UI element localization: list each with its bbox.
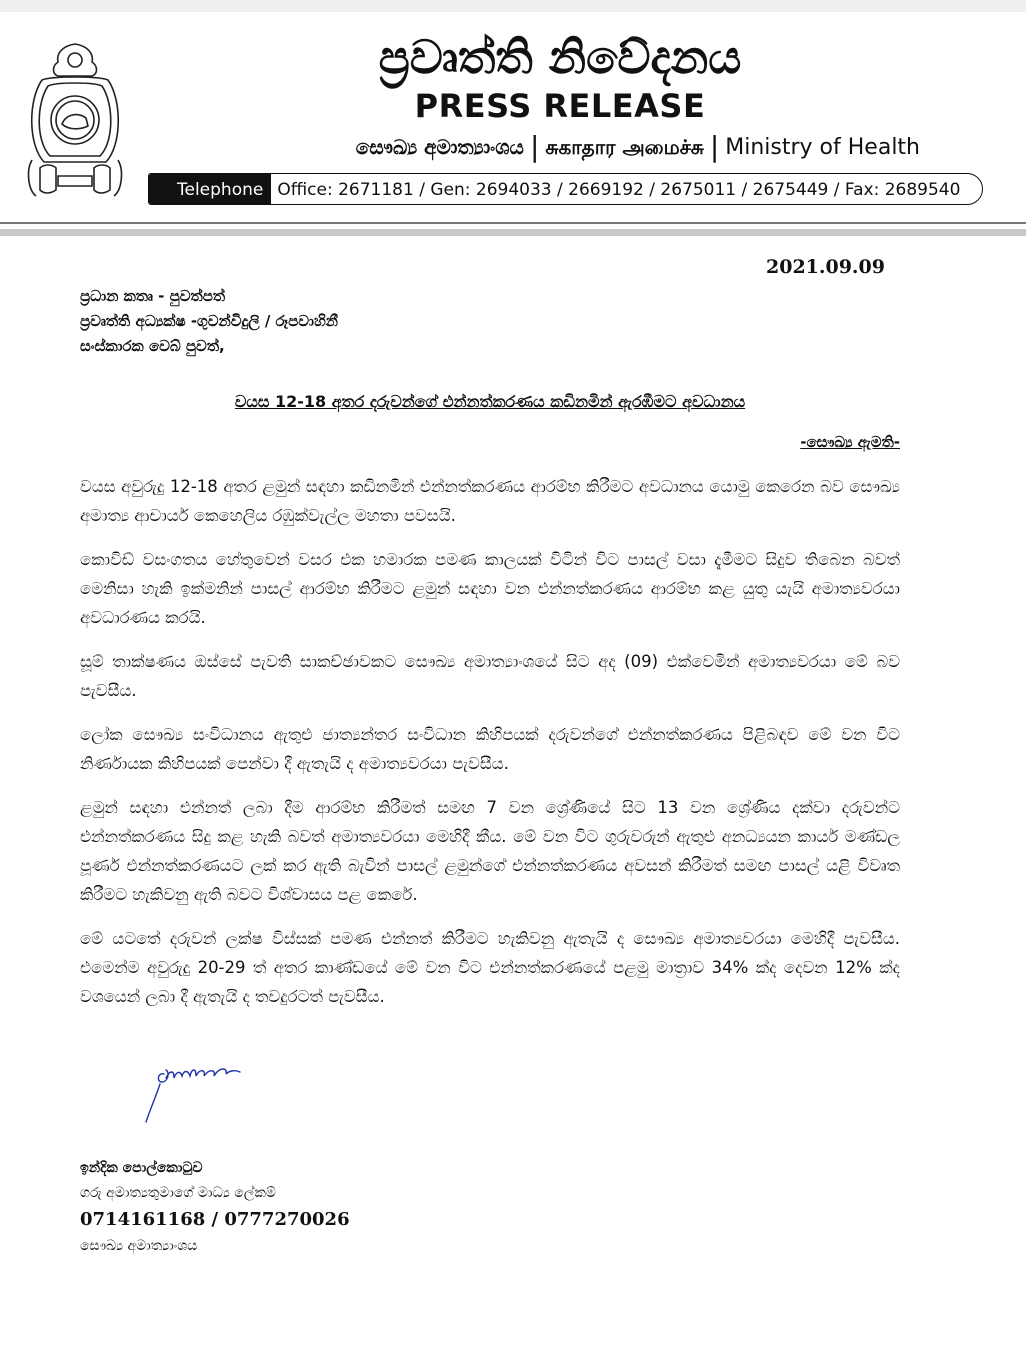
- signatory-phones: 0714161168 / 0777270026: [80, 1209, 350, 1230]
- signatory-title: ගරු අමාත්‍යතුමාගේ මාධ්‍ය ලේකම්: [80, 1185, 276, 1201]
- recipient-line: ප්‍රධාන කතෘ - පුවත්පත්: [80, 287, 226, 305]
- paragraph: ළමුන් සඳහා එන්නත් ලබා දීම ආරම්භ කිරීමත් සමඟ 7 වන ශ්‍රේණියේ සිට 13 වන ශ්‍රේණිය දක්වා දරුවන්ට එන්නත්කරණය සිදු කළ හැකි බවත් අමාත්‍යවරයා මෙහිදී කීය. මේ වන විට ගුරුවරුන් ඇතුළු අනධ්‍යයන කාර්ය මණ්ඩල පූර්ණ එන්නත්කරණයට ලක් කර ඇති බැවින් පාසල් ළමුන්ගේ එන්නත්කරණය අවසන් කිරීමත් සමඟ පාසල් යළි විවෘත කිරීමට හැකිවනු ඇති බවට විශ්වාසය පළ කෙරේ.: [80, 798, 900, 904]
- paragraph: වයස අවුරුදු 12-18 අතර ළමුන් සඳහා කඩිනමින් එන්නත්කරණය ආරම්භ කිරීමට අවධානය යොමු කෙරෙන බව සෞඛ්‍ය අමාත්‍ය ආචාර්ය කෙහෙලිය රඹුක්වැල්ල මහතා පවසයි.: [80, 477, 900, 525]
- ministry-english: Ministry of Health: [725, 135, 920, 160]
- telephone-numbers: Office: 2671181 / Gen: 2694033 / 2669192 / 2675011 / 2675449 / Fax: 2689540: [277, 180, 961, 200]
- telephone-label: Telephone: [149, 174, 271, 205]
- byline: -සෞඛ්‍ය ඇමති-: [800, 433, 900, 451]
- state-emblem-icon: [22, 40, 128, 200]
- release-date: 2021.09.09: [766, 256, 885, 278]
- header-rule: [0, 222, 1026, 224]
- recipient-line: සංස්කාරක වෙබ් පුවත්,: [80, 337, 225, 355]
- title-sinhala: ප්‍රවෘත්ති නිවේදනය: [378, 30, 742, 84]
- signatory-block: [80, 1156, 580, 1259]
- separator: |: [529, 130, 540, 163]
- title-english: PRESS RELEASE: [414, 87, 706, 125]
- headline: වයස 12-18 අතර දරුවන්ගේ එන්නත්කරණය කඩිනමින් ඇරඹීමට අවධානය: [234, 392, 746, 411]
- handwritten-signature: [130, 1062, 280, 1132]
- ministry-line: [190, 130, 920, 165]
- separator: |: [709, 130, 720, 163]
- ministry-sinhala: සෞඛ්‍ය අමාත්‍යාංශය: [355, 135, 524, 159]
- recipients: [80, 284, 680, 359]
- signatory-name: ඉන්දික පොල්කොටුව: [80, 1160, 203, 1176]
- paragraph: සූම් තාක්ෂණය ඔස්සේ පැවති සාකච්ඡාවකට සෞඛ්‍ය අමාත්‍යාංශයේ සිට අද (09) එක්වෙමින් අමාත්‍යවරයා මේ බව පැවසීය.: [80, 652, 900, 700]
- header-band: [0, 229, 1026, 236]
- article-body: [80, 472, 900, 1026]
- recipient-line: ප්‍රවෘත්ති අධ්‍යක්ෂ -ගුවන්විදුලි / රූපවාහිනී: [80, 312, 338, 330]
- top-bar: [0, 0, 1026, 12]
- paragraph: කොවිඩ් වසංගතය හේතුවෙන් වසර එක හමාරක පමණ කාලයක් විටින් විට පාසල් වසා දැමීමට සිදුව තිබෙන බවත් මෙනිසා හැකි ඉක්මනින් පාසල් ආරම්භ කිරීමට ළමුන් සඳහා වන එන්නත්කරණය ආරම්භ කළ යුතු යැයි අමාත්‍යවරයා අවධාරණය කරයි.: [80, 550, 900, 627]
- ministry-tamil: சுகாதார அமைச்சு: [545, 135, 704, 159]
- paragraph: මේ යටතේ දරුවන් ලක්ෂ විස්සක් පමණ එන්නත් කිරීමට හැකිවනු ඇතැයි ද සෞඛ්‍ය අමාත්‍යවරයා මෙහිදී පැවසීය. එමෙන්ම අවුරුදු 20-29 ත් අතර කාණ්ඩයේ මේ වන විට එන්නත්කරණයේ පළමු මාත්‍රාව 34% ක්ද දෙවන 12% ක්ද වශයෙන් ලබා දී ඇතැයි ද තවදුරටත් පැවසීය.: [80, 929, 900, 1006]
- paragraph: ලෝක සෞඛ්‍ය සංවිධානය ඇතුළු ජාත්‍යන්තර සංවිධාන කිහිපයක් දරුවන්ගේ එන්නත්කරණය පිළිබඳව මේ වන විට නිර්ණායක කිහිපයක් පෙන්වා දී ඇතැයි ද අමාත්‍යවරයා පැවසීය.: [80, 725, 900, 773]
- signatory-organization: සෞඛ්‍ය අමාත්‍යාංශය: [80, 1238, 198, 1254]
- telephone-bar: [148, 173, 983, 205]
